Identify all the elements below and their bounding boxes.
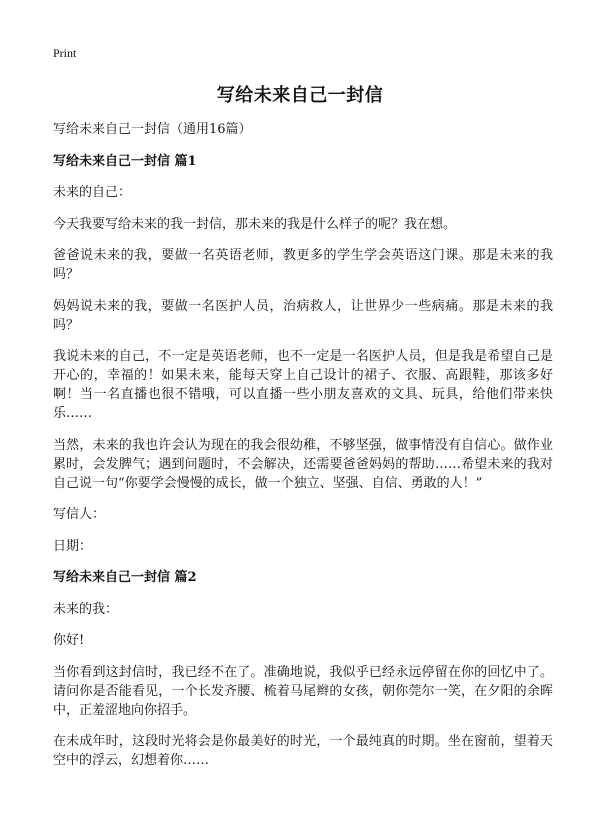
paragraph: 日期：: [53, 538, 93, 554]
paragraph: 在未成年时，这段时光将会是你最美好的时光，一个最纯真的时期。坐在窗前，望着天空中的浮云，幻想着你……: [53, 734, 553, 768]
document-body: [53, 120, 553, 783]
section-heading-2: 写给未来自己一封信 篇2: [53, 570, 197, 585]
paragraph: 爸爸说未来的我，要做一名英语老师，教更多的学生学会英语这门课。那是未来的我吗？: [53, 248, 553, 282]
paragraph: 你好!: [53, 633, 85, 648]
section-heading-1: 写给未来自己一封信 篇1: [53, 153, 197, 169]
paragraph: 写信人：: [53, 507, 106, 522]
paragraph: 妈妈说未来的我，要做一名医护人员，治病救人，让世界少一些病痛。那是未来的我吗？: [53, 298, 553, 333]
paragraph: 未来的我：: [53, 601, 119, 617]
paragraph: 当你看到这封信时，我已经不在了。准确地说，我似乎已经永远停留在你的回忆中了。请问你是否能看见，一个长发齐腰、梳着马尾辫的女孩，朝你莞尔一笑，在夕阳的余晖中，正羞涩地向你招手。: [53, 664, 553, 718]
paragraph: 当然，未来的我也许会认为现在的我会很幼稚，不够坚强，做事情没有自信心。做作业累时，会发脾气；遇到问题时，不会解决，还需要爸爸妈妈的帮助……希望未来的我对自己说一句“你要学会慢慢的成长，做一个独立、坚强、自信、勇敢的人！”: [53, 437, 553, 491]
paragraph: 未来的自己：: [53, 185, 132, 200]
print-label: Print: [53, 46, 77, 60]
document-subtitle: 写给未来自己一封信（通用16篇）: [53, 122, 252, 137]
document-title: 写给未来自己一封信: [216, 85, 384, 106]
paragraph: 今天我要写给未来的我一封信，那未来的我是什么样子的呢？我在想。: [53, 216, 457, 232]
paragraph: 我说未来的自己，不一定是英语老师，也不一定是一名医护人员，但是我是希望自己是开心的，幸福的！如果未来，能每天穿上自己设计的裙子、衣服、高跟鞋，那该多好啊！当一名直播也很不错哦，可以直播一些小朋友喜欢的文具、玩具，给他们带来快乐……: [53, 349, 553, 421]
